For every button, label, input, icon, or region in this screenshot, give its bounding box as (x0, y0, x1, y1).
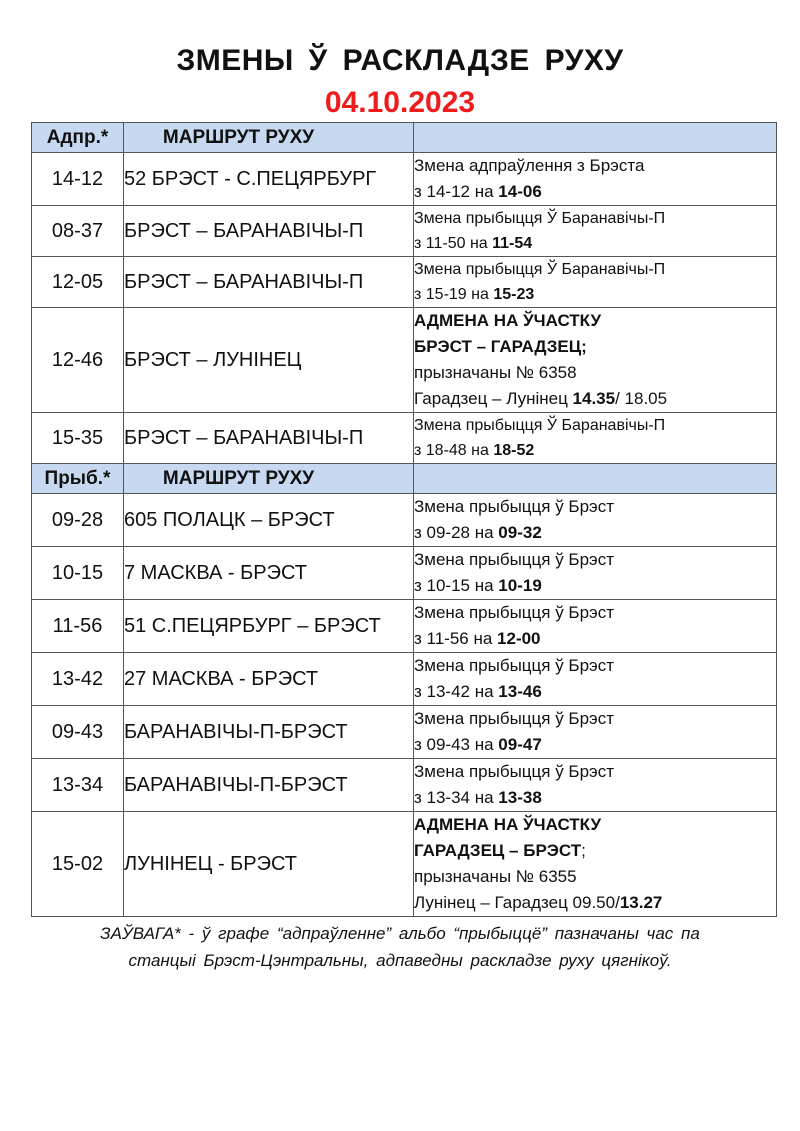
route-cell: 27 МАСКВА - БРЭСТ (124, 653, 414, 706)
footnote-line-1: ЗАЎВАГА* - ў графе “адпраўленне” альбо “прыбыццё” пазначаны час па (100, 924, 700, 943)
table-row (32, 547, 777, 600)
table-row (32, 706, 777, 759)
segment-time-rest: / 18.05 (615, 389, 668, 408)
note-old-time: з 13-34 на (414, 788, 499, 807)
note-old-time: з 14-12 на (414, 182, 499, 201)
segment-route: Лунінец – Гарадзец 09.50/ (414, 893, 620, 912)
table-row (32, 600, 777, 653)
note-old-time: з 18-48 на (414, 442, 494, 459)
note-old-time: з 11-50 на (414, 235, 493, 252)
note-change (414, 679, 776, 705)
note-cell (414, 600, 777, 653)
time-cell: 13-42 (32, 653, 124, 706)
time-cell: 15-35 (32, 413, 124, 464)
time-cell: 13-34 (32, 759, 124, 812)
cancellation-section: БРЭСТ – ГАРАДЗЕЦ; (414, 337, 587, 356)
departures-time-header: Адпр.* (32, 123, 124, 153)
note-new-time: 09-47 (498, 735, 542, 754)
schedule-table (31, 122, 777, 917)
note-change (414, 438, 776, 463)
cancellation-line: АДМЕНА НА ЎЧАСТКУ (414, 311, 602, 330)
route-cell: ЛУНІНЕЦ - БРЭСТ (124, 812, 414, 917)
note-change (414, 732, 776, 758)
note-new-time: 15-23 (493, 286, 535, 303)
note-line: Змена адпраўлення з Брэста (414, 156, 645, 175)
table-row (32, 653, 777, 706)
segment-times (414, 890, 776, 916)
note-line: Змена прыбыцця ў Брэст (414, 762, 615, 781)
time-cell: 14-12 (32, 153, 124, 206)
note-old-time: з 09-43 на (414, 735, 499, 754)
route-cell: 7 МАСКВА - БРЭСТ (124, 547, 414, 600)
cancellation-section-text: ГАРАДЗЕЦ – БРЭСТ (414, 841, 582, 860)
note-cell (414, 653, 777, 706)
footnote (40, 920, 760, 974)
note-line: Змена прыбыцця Ў Баранавічы-П (414, 210, 666, 227)
note-new-time: 12-00 (497, 629, 541, 648)
note-change (414, 282, 776, 307)
note-cell (414, 206, 777, 257)
note-line: Змена прыбыцця ў Брэст (414, 497, 615, 516)
segment-time-bold: 13.27 (619, 893, 663, 912)
arrivals-route-header: МАРШРУТ РУХУ (124, 464, 414, 494)
table-row (32, 206, 777, 257)
route-cell: БАРАНАВІЧЫ-П-БРЭСТ (124, 759, 414, 812)
note-old-time: з 13-42 на (414, 682, 499, 701)
cancellation-line: АДМЕНА НА ЎЧАСТКУ (414, 815, 602, 834)
departures-note-header (414, 123, 777, 153)
route-cell: 51 С.ПЕЦЯРБУРГ – БРЭСТ (124, 600, 414, 653)
note-cell (414, 257, 777, 308)
table-row (32, 153, 777, 206)
time-cell: 08-37 (32, 206, 124, 257)
arrivals-header-row (32, 464, 777, 494)
time-cell: 11-56 (32, 600, 124, 653)
time-cell: 09-43 (32, 706, 124, 759)
note-line: Змена прыбыцця ў Брэст (414, 656, 615, 675)
note-line: Змена прыбыцця Ў Баранавічы-П (414, 261, 666, 278)
note-new-time: 14-06 (498, 182, 542, 201)
note-line: Змена прыбыцця Ў Баранавічы-П (414, 417, 666, 434)
time-cell: 10-15 (32, 547, 124, 600)
note-change (414, 179, 776, 205)
table-row (32, 413, 777, 464)
note-old-time: з 09-28 на (414, 523, 499, 542)
note-change (414, 626, 776, 652)
segment-times (414, 386, 776, 412)
note-old-time: з 10-15 на (414, 576, 499, 595)
route-cell: БРЭСТ – БАРАНАВІЧЫ-П (124, 413, 414, 464)
note-line: Змена прыбыцця ў Брэст (414, 603, 615, 622)
time-cell: 15-02 (32, 812, 124, 917)
footnote-line-2: станцыі Брэст-Цэнтральны, адпаведны раскладзе руху цягнікоў. (128, 951, 672, 970)
arrivals-time-header: Прыб.* (32, 464, 124, 494)
note-cell (414, 759, 777, 812)
note-new-time: 10-19 (498, 576, 542, 595)
route-cell: БРЭСТ – БАРАНАВІЧЫ-П (124, 257, 414, 308)
segment-time-bold: 14.35 (572, 389, 616, 408)
time-cell: 09-28 (32, 494, 124, 547)
arrivals-note-header (414, 464, 777, 494)
note-cell (414, 308, 777, 413)
note-new-time: 18-52 (493, 442, 535, 459)
assigned-train: прызначаны № 6358 (414, 363, 577, 382)
note-change (414, 785, 776, 811)
page-date: 04.10.2023 (324, 86, 476, 119)
route-cell: БАРАНАВІЧЫ-П-БРЭСТ (124, 706, 414, 759)
cancellation-section (414, 838, 776, 864)
note-cell (414, 547, 777, 600)
note-old-time: з 11-56 на (414, 629, 498, 648)
time-cell: 12-46 (32, 308, 124, 413)
note-new-time: 13-46 (498, 682, 542, 701)
note-cell (414, 153, 777, 206)
note-cell (414, 812, 777, 917)
note-change (414, 520, 776, 546)
note-cell (414, 706, 777, 759)
departures-header-row (32, 123, 777, 153)
table-row (32, 308, 777, 413)
table-row (32, 812, 777, 917)
route-cell: 52 БРЭСТ - С.ПЕЦЯРБУРГ (124, 153, 414, 206)
note-new-time: 13-38 (498, 788, 542, 807)
route-cell: БРЭСТ – ЛУНІНЕЦ (124, 308, 414, 413)
departures-route-header: МАРШРУТ РУХУ (124, 123, 414, 153)
note-cell (414, 413, 777, 464)
assigned-train: прызначаны № 6355 (414, 867, 577, 886)
note-new-time: 09-32 (498, 523, 542, 542)
table-row (32, 257, 777, 308)
route-cell: БРЭСТ – БАРАНАВІЧЫ-П (124, 206, 414, 257)
note-old-time: з 15-19 на (414, 286, 494, 303)
segment-route: Гарадзец – Лунінец (414, 389, 573, 408)
page-title: ЗМЕНЫ Ў РАСКЛАДЗЕ РУХУ (176, 44, 624, 77)
note-line: Змена прыбыцця ў Брэст (414, 550, 615, 569)
cancellation-section-suffix: ; (581, 841, 586, 860)
note-change (414, 231, 776, 256)
note-change (414, 573, 776, 599)
note-cell (414, 494, 777, 547)
table-row (32, 759, 777, 812)
time-cell: 12-05 (32, 257, 124, 308)
table-row (32, 494, 777, 547)
note-new-time: 11-54 (492, 235, 533, 252)
note-line: Змена прыбыцця ў Брэст (414, 709, 615, 728)
route-cell: 605 ПОЛАЦК – БРЭСТ (124, 494, 414, 547)
